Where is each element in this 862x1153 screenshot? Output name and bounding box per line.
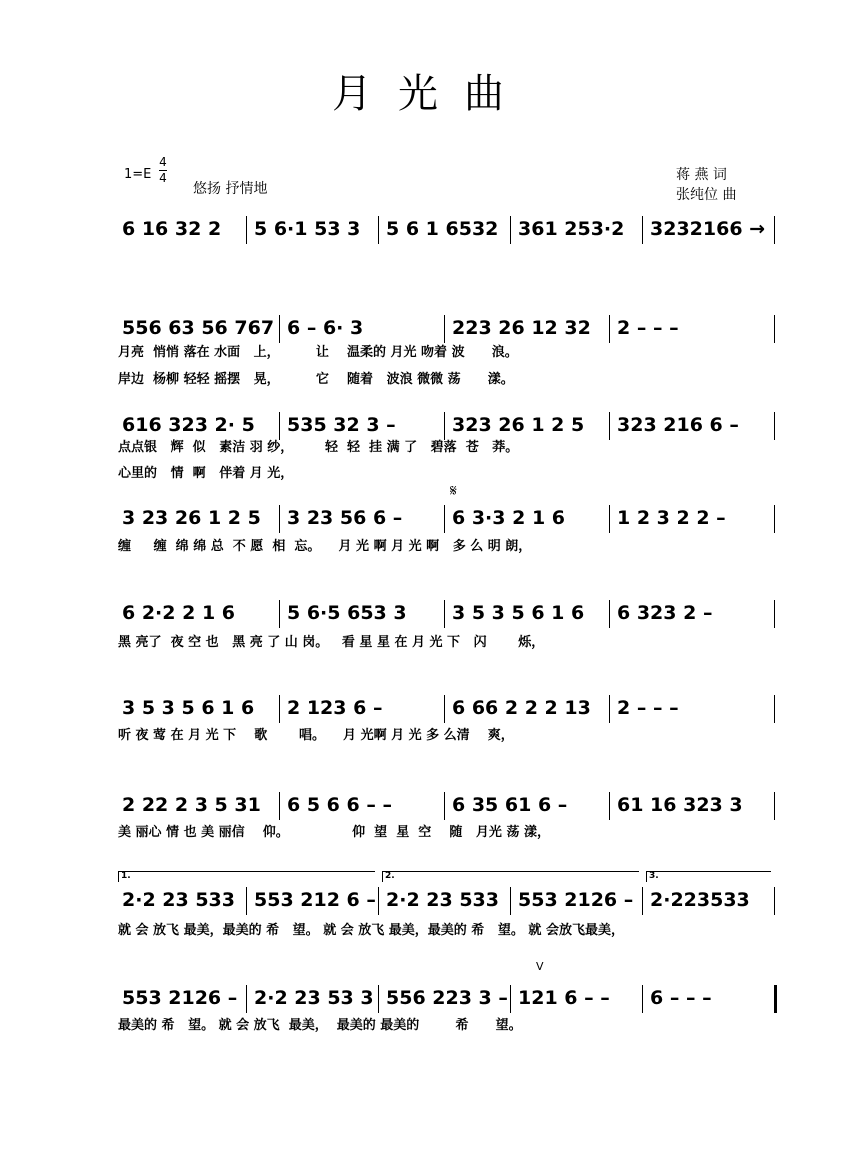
measure: 553 212 6 – [254,889,376,911]
notes-row [118,790,780,820]
volta-bracket: 2. [382,871,639,882]
barline [774,600,775,628]
measure: 2·2 23 53 3 [254,987,374,1009]
barline [510,887,511,915]
measure: 5 6·1 53 3 [254,218,361,240]
measure: 6 5 6 6 – – [287,794,392,816]
measure: 2 123 6 – [287,697,383,719]
barline [609,792,610,820]
measure: 6 – – – [650,987,712,1009]
measure: 535 32 3 – [287,414,396,436]
barline [774,792,775,820]
measure: 61 16 323 3 [617,794,743,816]
volta-bracket: 1. [118,871,375,882]
measure: 556 223 3 – [386,987,508,1009]
measure: 553 2126 – [122,987,238,1009]
measure: 2 – – – [617,697,679,719]
notes-row [118,598,780,628]
barline [774,695,775,723]
barline [444,792,445,820]
volta-bracket: 3. [646,871,771,882]
barline [642,985,643,1013]
measure: 121 6 – – [518,987,610,1009]
barline [774,505,775,533]
barline [774,315,775,343]
measure: 2 – – – [617,317,679,339]
barline [774,216,775,244]
notes-row [118,871,780,915]
measure: 5 6 1 6532 [386,218,499,240]
barline [609,695,610,723]
barline [279,792,280,820]
barline [510,216,511,244]
notes-row [118,503,780,533]
barline [246,887,247,915]
measure: 361 253·2 [518,218,625,240]
barline [378,887,379,915]
barline [609,412,610,440]
measure: 6 2·2 2 1 6 [122,602,235,624]
barline [279,600,280,628]
barline [774,887,775,915]
segno-sign: 𝄋 [450,481,457,500]
measure: 2·223533 [650,889,750,911]
barline [444,505,445,533]
measure: 3 5 3 5 6 1 6 [122,697,255,719]
barline [774,985,777,1013]
lyric-line: 岸边 杨柳 轻轻 摇摆 晃， 它 随着 波浪 微微 荡 漾。 [118,372,514,387]
barline [444,600,445,628]
lyric-line: 就 会 放飞 最美，最美的 希 望。 就 会 放飞 最美，最美的 希 望。 就 会放飞最美， [118,923,624,938]
measure: 3 23 56 6 – [287,507,403,529]
measure: 223 26 12 32 [452,317,591,339]
measure: 3 23 26 1 2 5 [122,507,261,529]
notes-row [118,214,780,244]
barline [378,216,379,244]
measure: 5 6·5 653 3 [287,602,407,624]
measure: 3232166 → [650,218,766,240]
lyric-line: 黑 亮了 夜 空 也 黑 亮 了 山 岗。 看 星 星 在 月 光 下 闪 烁， [118,635,545,650]
barline [279,505,280,533]
measure: 2·2 23 533 [122,889,235,911]
measure: 6 323 2 – [617,602,713,624]
barline [378,985,379,1013]
measure: 6 3·3 2 1 6 [452,507,565,529]
barline [246,216,247,244]
key-signature: 1=E [124,167,152,182]
measure: 553 2126 – [518,889,634,911]
barline [642,887,643,915]
lyric-line: 最美的 希 望。 就 会 放飞 最美， 最美的 最美的 希 望。 [118,1018,522,1033]
measure: 2·2 23 533 [386,889,499,911]
time-signature-bottom: 4 [159,171,167,185]
barline [279,695,280,723]
lyric-line: 月亮 悄悄 落在 水面 上， 让 温柔的 月光 吻着 波 浪。 [118,345,518,360]
barline [609,600,610,628]
notes-row [118,693,780,723]
barline [774,412,775,440]
lyricist-credit: 蒋 燕 词 [676,167,727,183]
composer-credit: 张纯位 曲 [676,187,737,203]
measure: 6 66 2 2 2 13 [452,697,591,719]
barline [510,985,511,1013]
measure: 6 35 61 6 – [452,794,568,816]
barline [279,315,280,343]
measure: 556 63 56 767 [122,317,275,339]
barline [609,315,610,343]
measure: 3 5 3 5 6 1 6 [452,602,585,624]
notes-row [118,983,780,1013]
lyric-line: 缠 缠 绵 绵 总 不 愿 相 忘。 月 光 啊 月 光 啊 多 么 明 朗， [118,539,532,554]
lyric-line: 心里的 情 啊 伴着 月 光， [118,466,294,481]
measure: 2 22 2 3 5 31 [122,794,261,816]
measure: 323 26 1 2 5 [452,414,585,436]
song-title: 月光曲 [332,71,530,117]
time-signature [159,156,167,185]
measure: 6 16 32 2 [122,218,222,240]
tempo-marking: 悠扬 抒情地 [193,181,268,197]
measure: 323 216 6 – [617,414,739,436]
barline [609,505,610,533]
lyric-line: 听 夜 莺 在 月 光 下 歌 唱。 月 光啊 月 光 多 么清 爽， [118,728,514,743]
barline [444,695,445,723]
breath-mark: V [536,960,544,973]
time-signature-top: 4 [159,155,167,169]
measure: 616 323 2· 5 [122,414,255,436]
measure: 6 – 6· 3 [287,317,364,339]
notes-row [118,313,780,343]
barline [246,985,247,1013]
lyric-line: 点点银 辉 似 素洁 羽 纱， 轻 轻 挂 满 了 碧落 苍 莽。 [118,440,519,455]
barline [642,216,643,244]
barline [444,315,445,343]
measure: 1 2 3 2 2 – [617,507,726,529]
lyric-line: 美 丽心 情 也 美 丽信 仰。 仰 望 星 空 随 月光 荡 漾， [118,825,550,840]
